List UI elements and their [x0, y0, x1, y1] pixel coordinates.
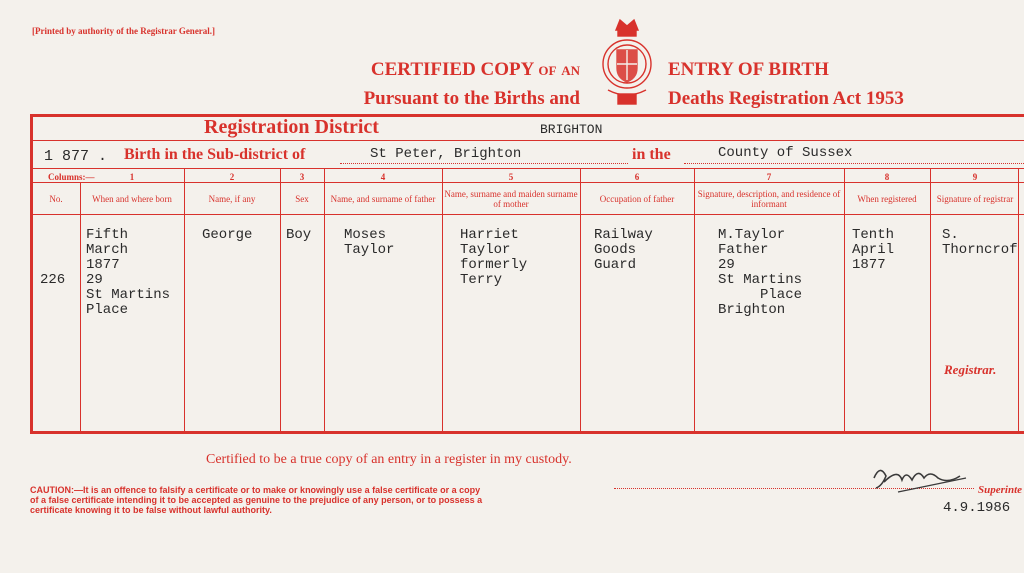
header-occupation: Occupation of father	[599, 194, 675, 204]
royal-coat-of-arms-icon	[598, 16, 656, 108]
header-informant: Signature, description, and residence of informant	[697, 189, 841, 209]
column-divider	[930, 168, 931, 434]
title-left	[300, 55, 580, 113]
entry-informant: M.Taylor Father 29 St Martins Place Brighton	[718, 227, 803, 318]
column-divider	[844, 168, 845, 434]
title-left-line2: Pursuant to the Births and	[363, 88, 580, 109]
header-name: Name, if any	[208, 194, 256, 204]
column-number: 7	[766, 172, 772, 182]
title-right	[668, 55, 988, 113]
entry-mother: Harriet Taylor formerly Terry	[460, 227, 528, 288]
registration-year: 1 877 .	[44, 148, 108, 165]
column-number: 8	[884, 172, 890, 182]
divider	[30, 182, 1024, 183]
in-the-label: in the	[632, 146, 671, 163]
header-registrar: Signature of registrar	[936, 194, 1014, 204]
column-number: 6	[634, 172, 640, 182]
column-number: 3	[299, 172, 305, 182]
entry-father: Moses Taylor	[344, 227, 395, 258]
title-left-line1: CERTIFIED COPY of an	[370, 59, 580, 80]
handwritten-signature	[868, 458, 968, 494]
column-divider	[442, 168, 443, 434]
birth-in-label: Birth in the Sub-district of	[124, 146, 306, 163]
dotted-line	[684, 163, 1024, 164]
authority-note: [Printed by authority of the Registrar General.]	[32, 26, 216, 36]
entry-registrar: S. Thorncrof	[942, 228, 1018, 258]
divider	[30, 140, 1024, 141]
column-divider	[184, 168, 185, 434]
title-right-line1: ENTRY OF BIRTH	[668, 59, 829, 80]
entry-sex: Boy	[286, 227, 312, 243]
header-mother: Name, surname and maiden surname of mother	[444, 189, 578, 209]
header-father: Name, and surname of father	[330, 194, 436, 204]
column-number: 4	[380, 172, 386, 182]
entry-when-registered: Tenth April 1877	[852, 227, 895, 273]
subdistrict-value: St Peter, Brighton	[370, 146, 522, 162]
header-sex: Sex	[295, 194, 309, 204]
columns-label: Columns:—	[48, 172, 95, 182]
dotted-line	[340, 163, 628, 164]
column-number: 1	[129, 172, 135, 182]
county-value: County of Sussex	[718, 145, 853, 161]
superintendent-label: Superinte	[978, 484, 1023, 496]
certified-statement: Certified to be a true copy of an entry in a register in my custody.	[206, 452, 572, 467]
registrar-label: Registrar.	[944, 362, 997, 377]
column-divider	[324, 168, 325, 434]
column-number: 2	[229, 172, 235, 182]
title-right-line2: Deaths Registration Act 1953	[668, 88, 904, 109]
column-number: 5	[508, 172, 514, 182]
column-divider	[580, 168, 581, 434]
column-number: 9	[972, 172, 978, 182]
column-divider	[1018, 168, 1019, 434]
entry-name: George	[202, 227, 253, 243]
column-divider	[80, 182, 81, 434]
column-divider	[280, 168, 281, 434]
header-when-registered: When registered	[857, 194, 917, 204]
column-divider	[694, 168, 695, 434]
certificate-date: 4.9.1986	[943, 500, 1011, 516]
header-when-where-born: When and where born	[92, 194, 172, 204]
entry-no: 226	[40, 272, 66, 288]
registration-district-value: BRIGHTON	[540, 122, 603, 137]
registration-district-label: Registration District	[204, 116, 379, 138]
divider	[30, 168, 1024, 169]
entry-when-where-born: Fifth March 1877 29 St Martins Place	[86, 227, 171, 318]
caution-notice: CAUTION:—It is an offence to falsify a certificate or to make or knowingly use a false certificate or a copy of a false certificate intending it to be accepted as genuine to the prejudice of any person, or to possess a certificate knowing it to be false without lawful authority.	[30, 485, 483, 515]
header-no: No.	[49, 194, 63, 204]
entry-occupation: Railway Goods Guard	[594, 227, 653, 273]
divider	[30, 214, 1024, 215]
